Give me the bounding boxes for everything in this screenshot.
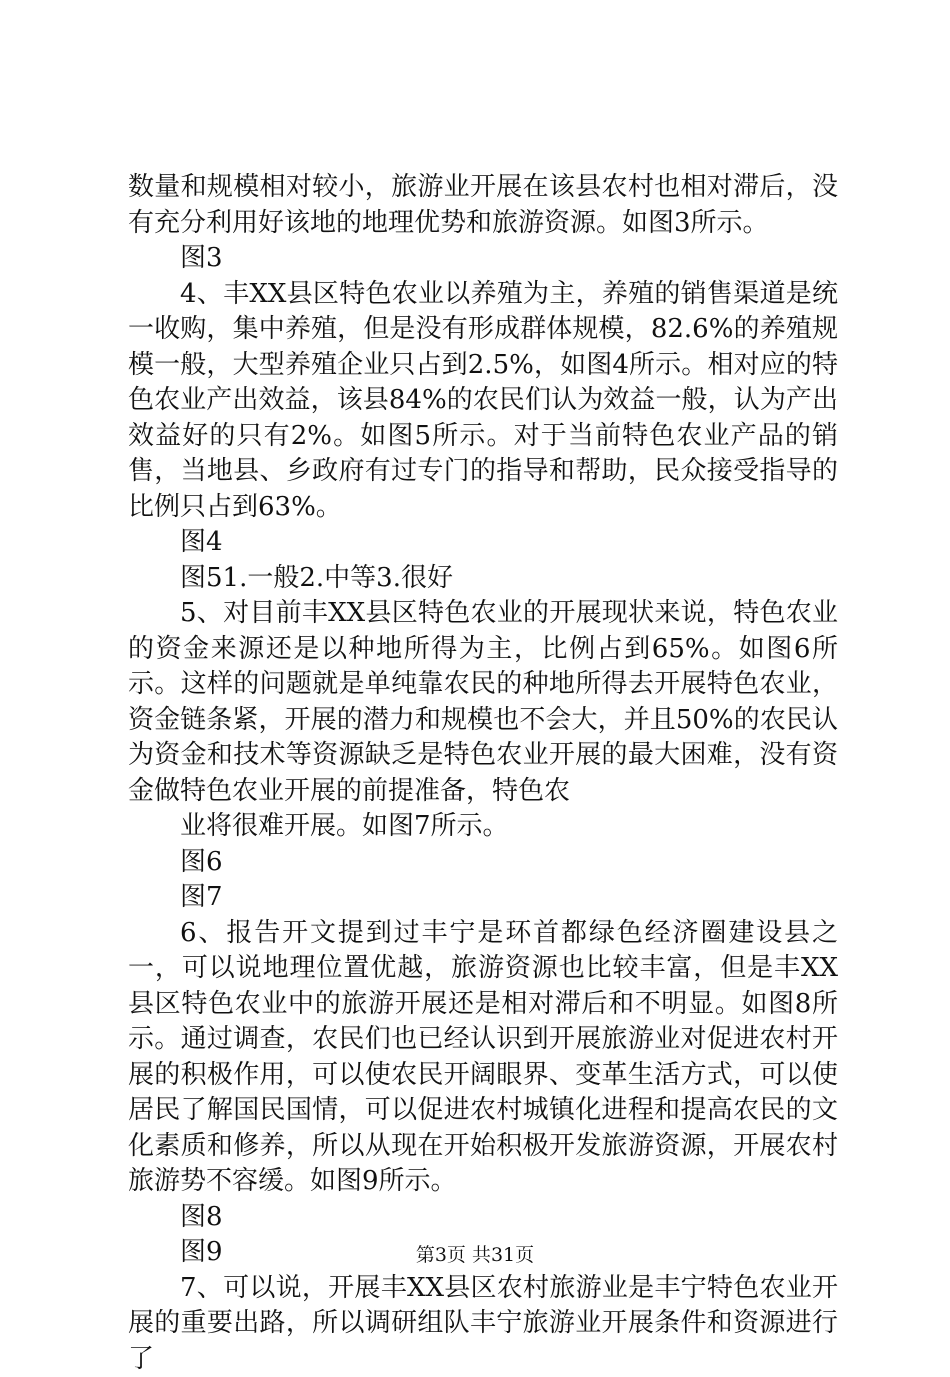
paragraph-item-7: 7、可以说，开展丰XX县区农村旅游业是丰宁特色农业开展的重要出路，所以调研组队丰宁旅游业开展条件和资源进行了 (128, 1271, 838, 1377)
paragraph-item-5: 5、对目前丰XX县区特色农业的开展现状来说，特色农业的资金来源还是以种地所得为主，比例占到65%。如图6所示。这样的问题就是单纯靠农民的种地所得去开展特色农业，资金链条紧，开展的潜力和规模也不会大，并且50%的农民认为资金和技术等资源缺乏是特色农业开展的最大困难，没有资金做特色农业开展的前提准备，特色农 (128, 596, 838, 809)
document-body (128, 170, 838, 1377)
figure-caption-3: 图3 (128, 241, 838, 277)
figure-caption-8: 图8 (128, 1200, 838, 1236)
page-number-footer: 第3页 共31页 (0, 1240, 950, 1267)
figure-caption-6: 图6 (128, 845, 838, 881)
paragraph-item-5-tail: 业将很难开展。如图7所示。 (128, 809, 838, 845)
figure-caption-5: 图51.一般2.中等3.很好 (128, 561, 838, 597)
figure-caption-9: 图9 (128, 1235, 838, 1271)
paragraph-continued: 数量和规模相对较小，旅游业开展在该县农村也相对滞后，没有充分利用好该地的地理优势和旅游资源。如图3所示。 (128, 170, 838, 241)
paragraph-item-4: 4、丰XX县区特色农业以养殖为主，养殖的销售渠道是统一收购，集中养殖，但是没有形成群体规模，82.6%的养殖规模一般，大型养殖企业只占到2.5%，如图4所示。相对应的特色农业产出效益，该县84%的农民们认为效益一般，认为产出效益好的只有2%。如图5所示。对于当前特色农业产品的销售，当地县、乡政府有过专门的指导和帮助，民众接受指导的比例只占到63%。 (128, 277, 838, 526)
figure-caption-4: 图4 (128, 525, 838, 561)
figure-caption-7: 图7 (128, 880, 838, 916)
paragraph-item-6: 6、报告开文提到过丰宁是环首都绿色经济圈建设县之一，可以说地理位置优越，旅游资源也比较丰富，但是丰XX县区特色农业中的旅游开展还是相对滞后和不明显。如图8所示。通过调查，农民们也已经认识到开展旅游业对促进农村开展的积极作用，可以使农民开阔眼界、变革生活方式，可以使居民了解国民国情，可以促进农村城镇化进程和提高农民的文化素质和修养，所以从现在开始积极开发旅游资源，开展农村旅游势不容缓。如图9所示。 (128, 916, 838, 1200)
